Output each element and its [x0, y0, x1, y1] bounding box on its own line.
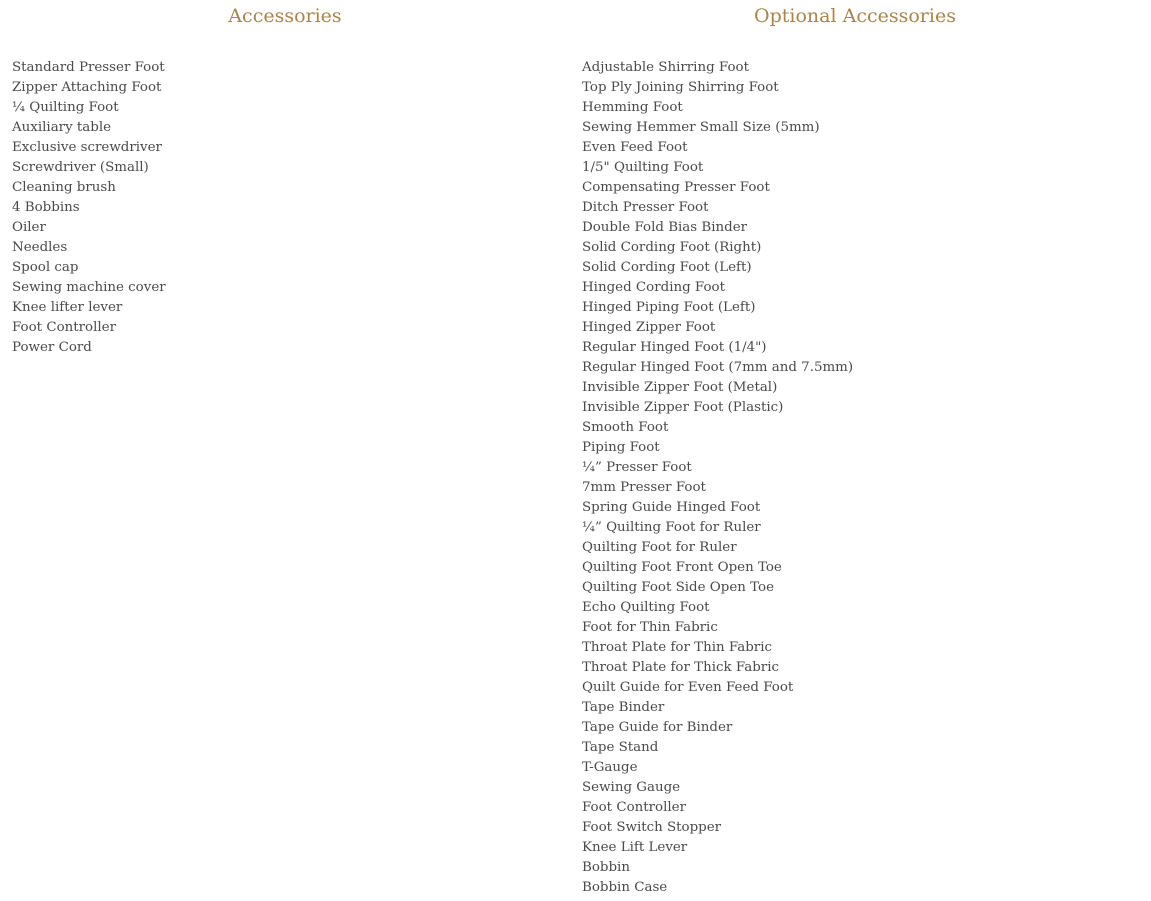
optional-accessory-item: ¼” Quilting Foot for Ruler	[582, 520, 761, 535]
accessory-item: Exclusive screwdriver	[12, 140, 162, 155]
accessory-item: Zipper Attaching Foot	[12, 80, 162, 95]
optional-accessory-item: Regular Hinged Foot (1/4")	[582, 340, 767, 355]
optional-accessories-heading: Optional Accessories	[754, 5, 956, 27]
optional-accessory-item: Double Fold Bias Binder	[582, 220, 748, 235]
accessory-item: Standard Presser Foot	[12, 60, 165, 75]
optional-accessory-item: Quilt Guide for Even Feed Foot	[582, 680, 794, 695]
optional-accessory-item: Sewing Gauge	[582, 780, 681, 795]
accessories-column	[0, 0, 570, 355]
optional-accessory-item: Foot for Thin Fabric	[582, 620, 718, 635]
optional-accessory-item: Solid Cording Foot (Left)	[582, 260, 752, 275]
optional-accessory-item: Regular Hinged Foot (7mm and 7.5mm)	[582, 360, 854, 375]
accessory-item: Foot Controller	[12, 320, 116, 335]
accessories-list	[12, 58, 166, 358]
optional-accessory-item: Echo Quilting Foot	[582, 600, 710, 615]
accessory-item: Needles	[12, 240, 68, 255]
optional-accessory-item: ¼” Presser Foot	[582, 460, 692, 475]
accessory-item: ¼ Quilting Foot	[12, 100, 119, 115]
accessory-item: 4 Bobbins	[12, 200, 80, 215]
optional-accessory-item: Foot Controller	[582, 800, 686, 815]
accessory-item: Oiler	[12, 220, 46, 235]
optional-accessory-item: Quilting Foot for Ruler	[582, 540, 737, 555]
accessory-item: Power Cord	[12, 340, 92, 355]
accessory-item: Screwdriver (Small)	[12, 160, 149, 175]
optional-accessory-item: Sewing Hemmer Small Size (5mm)	[582, 120, 820, 135]
accessories-heading: Accessories	[228, 5, 342, 27]
optional-accessory-item: Throat Plate for Thick Fabric	[582, 660, 779, 675]
optional-accessory-item: Hemming Foot	[582, 100, 683, 115]
optional-accessories-column	[570, 0, 1140, 895]
optional-accessory-item: Ditch Presser Foot	[582, 200, 709, 215]
optional-accessory-item: Foot Switch Stopper	[582, 820, 722, 835]
optional-accessory-item: Tape Stand	[582, 740, 659, 755]
optional-accessory-item: Solid Cording Foot (Right)	[582, 240, 762, 255]
optional-accessory-item: Throat Plate for Thin Fabric	[582, 640, 772, 655]
optional-accessory-item: Hinged Zipper Foot	[582, 320, 716, 335]
accessory-item: Sewing machine cover	[12, 280, 166, 295]
optional-accessory-item: Compensating Presser Foot	[582, 180, 770, 195]
optional-accessory-item: Spring Guide Hinged Foot	[582, 500, 761, 515]
optional-accessory-item: Piping Foot	[582, 440, 660, 455]
optional-accessory-item: Invisible Zipper Foot (Plastic)	[582, 400, 784, 415]
optional-accessory-item: Invisible Zipper Foot (Metal)	[582, 380, 778, 395]
accessory-item: Spool cap	[12, 260, 79, 275]
optional-accessory-item: 7mm Presser Foot	[582, 480, 706, 495]
accessory-item: Cleaning brush	[12, 180, 116, 195]
optional-accessory-item: T-Gauge	[582, 760, 638, 775]
accessory-item: Knee lifter lever	[12, 300, 123, 315]
optional-accessory-item: Knee Lift Lever	[582, 840, 688, 855]
accessory-item: Auxiliary table	[12, 120, 112, 135]
optional-accessory-item: Tape Binder	[582, 700, 665, 715]
optional-accessories-list	[582, 58, 853, 898]
optional-accessory-item: 1/5" Quilting Foot	[582, 160, 704, 175]
optional-accessory-item: Bobbin Case	[582, 880, 668, 895]
optional-accessory-item: Quilting Foot Side Open Toe	[582, 580, 775, 595]
optional-accessory-item: Even Feed Foot	[582, 140, 688, 155]
optional-accessory-item: Tape Guide for Binder	[582, 720, 733, 735]
optional-accessory-item: Quilting Foot Front Open Toe	[582, 560, 782, 575]
optional-accessory-item: Bobbin	[582, 860, 630, 875]
optional-accessory-item: Hinged Cording Foot	[582, 280, 725, 295]
optional-accessory-item: Hinged Piping Foot (Left)	[582, 300, 756, 315]
optional-accessory-item: Smooth Foot	[582, 420, 669, 435]
optional-accessory-item: Adjustable Shirring Foot	[582, 60, 749, 75]
optional-accessory-item: Top Ply Joining Shirring Foot	[582, 80, 779, 95]
